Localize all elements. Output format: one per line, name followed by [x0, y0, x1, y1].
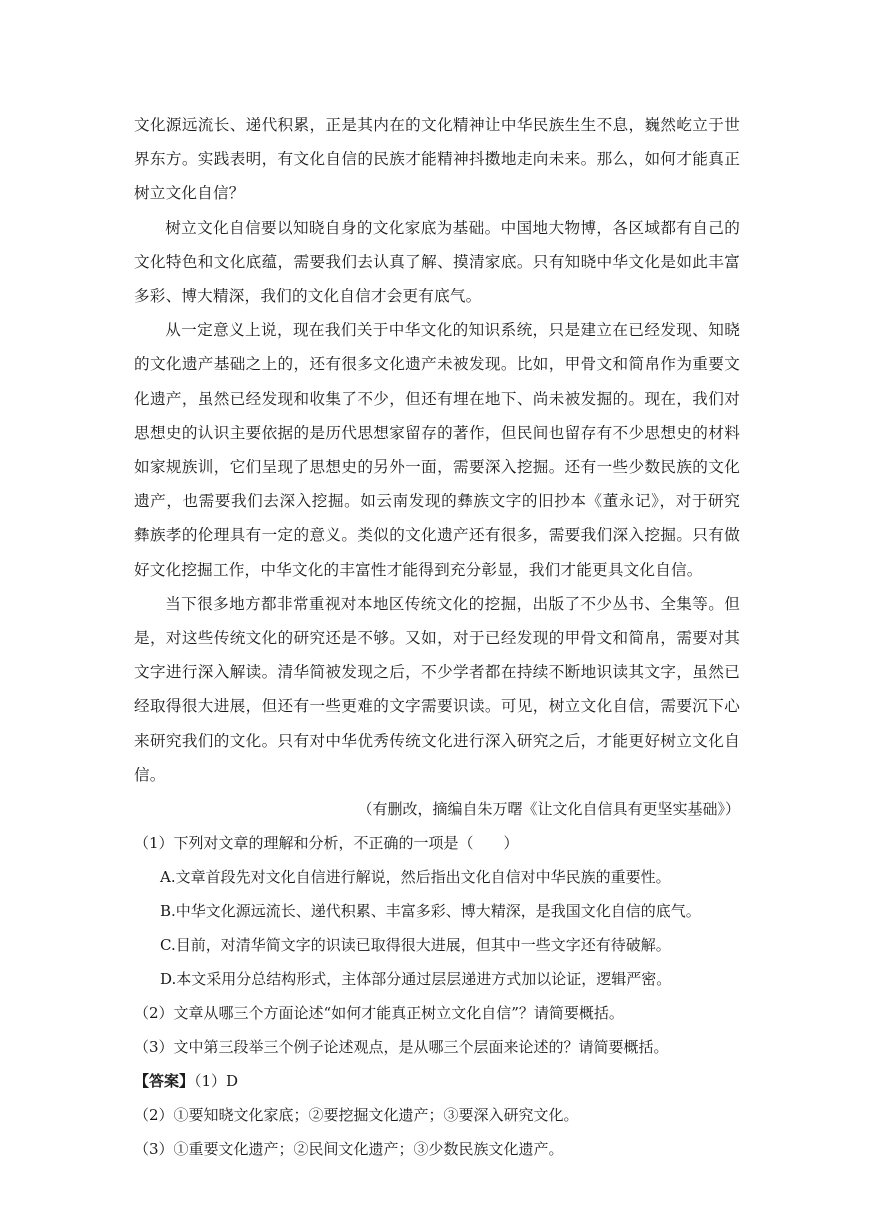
option-d: D.本文采用分总结构形式，主体部分通过层层递进方式加以论证，逻辑严密。: [160, 970, 672, 989]
document-page: [134, 108, 740, 1166]
answer-label: 【答案】: [134, 1072, 195, 1091]
answer-line-1: [134, 1064, 740, 1098]
option-b: B.中华文化源远流长、递代积累、丰富多彩、博大精深，是我国文化自信的底气。: [160, 902, 701, 921]
option-a: A.文章首段先对文化自信进行解说，然后指出文化自信对中华民族的重要性。: [160, 868, 671, 887]
paragraph-1: 文化源远流长、递代积累，正是其内在的文化精神让中华民族生生不息，巍然屹立于世界东方。实践表明，有文化自信的民族才能精神抖擞地走向未来。那么，如何才能真正树立文化自信？: [134, 116, 740, 203]
question-2: （2）文章从哪三个方面论述“如何才能真正树立文化自信”？请简要概括。: [134, 1004, 624, 1023]
answer-2: （2）①要知晓文化家底；②要挖掘文化遗产；③要深入研究文化。: [134, 1106, 579, 1125]
paragraph-2: 树立文化自信要以知晓自身的文化家底为基础。中国地大物博，各区域都有自己的文化特色和文化底蕴，需要我们去认真了解、摸清家底。只有知晓中华文化是如此丰富多彩、博大精深，我们的文化自信才会更有底气。: [134, 218, 740, 306]
question-1: （1）下列对文章的理解和分析，不正确的一项是（ ）: [134, 834, 519, 853]
paragraph-4: 当下很多地方都非常重视对本地区传统文化的挖掘，出版了不少丛书、全集等。但是，对这些传统文化的研究还是不够。又如，对于已经发现的甲骨文和简帛，需要对其文字进行深入解读。清华简被发现之后，不少学者都在持续不断地识读其文字，虽然已经取得很大进展，但还有一些更难的文字需要识读。可见，树立文化自信，需要沉下心来研究我们的文化。只有对中华优秀传统文化进行深入研究之后，才能更好树立文化自信。: [134, 594, 740, 784]
answer-1: （1）D: [194, 1072, 239, 1091]
answer-3: （3）①重要文化遗产；②民间文化遗产；③少数民族文化遗产。: [134, 1140, 564, 1159]
question-3: （3）文中第三段举三个例子论述观点，是从哪三个层面来论述的？请简要概括。: [134, 1038, 669, 1057]
option-c: C.目前，对清华简文字的识读已取得很大进展，但其中一些文字还有待破解。: [160, 936, 671, 955]
paragraph-3: 从一定意义上说，现在我们关于中华文化的知识系统，只是建立在已经发现、知晓的文化遗产基础之上的，还有很多文化遗产未被发现。比如，甲骨文和简帛作为重要文化遗产，虽然已经发现和收集了不少，但还有埋在地下、尚未被发掘的。现在，我们对思想史的认识主要依据的是历代思想家留存的著作，但民间也留存有不少思想史的材料如家规族训，它们呈现了思想史的另外一面，需要深入挖掘。还有一些少数民族的文化遗产，也需要我们去深入挖掘。如云南发现的彝族文字的旧抄本《董永记》，对于研究彝族孝的伦理具有一定的意义。类似的文化遗产还有很多，需要我们深入挖掘。只有做好文化挖掘工作，中华文化的丰富性才能得到充分彰显，我们才能更具文化自信。: [134, 321, 740, 579]
source-citation: （有删改，摘编自朱万曙《让文化自信具有更坚实基础》）: [357, 800, 740, 819]
